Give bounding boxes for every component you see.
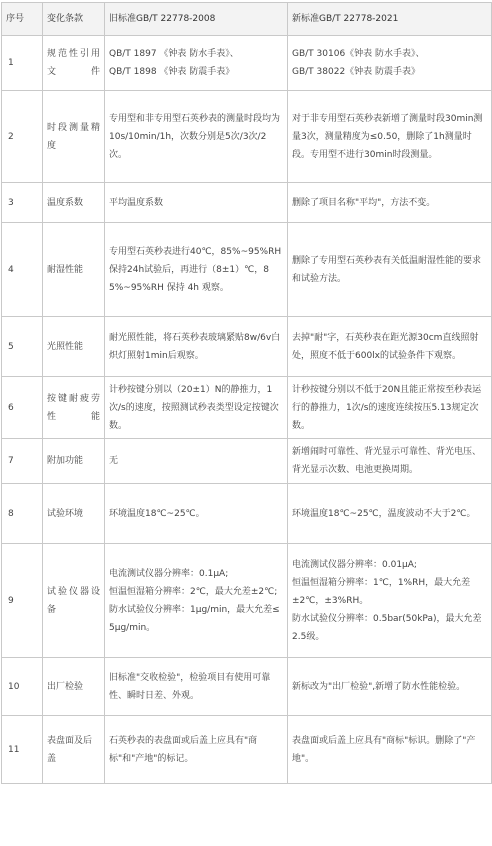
row-item: 试验仪器设备 (43, 544, 105, 658)
table-row (2, 377, 492, 439)
row-old-standard: 环境温度18℃~25℃。 (105, 484, 288, 544)
row-item: 温度系数 (43, 183, 105, 223)
table-row (2, 658, 492, 716)
row-old-standard: 无 (105, 439, 288, 484)
table-row (2, 716, 492, 784)
row-number: 4 (2, 223, 43, 317)
row-new-standard: 电流测试仪器分辨率：0.01μA; 恒温恒湿箱分辨率：1℃，1%RH，最大允差±2℃，±3%RH。 防水试验仪分辨率：0.5bar(50kPa)，最大允差2.5级。 (288, 544, 492, 658)
row-old-standard: 专用型石英秒表进行40℃，85%~95%RH保持24h试验后，再进行（8±1）℃，85%~95%RH 保持 4h 观察。 (105, 223, 288, 317)
row-number: 11 (2, 716, 43, 784)
row-item: 按键耐疲劳性能 (43, 377, 105, 439)
row-item: 试验环境 (43, 484, 105, 544)
row-item: 时段测量精度 (43, 91, 105, 183)
row-new-standard: 表盘面或后盖上应具有"商标"标识。删除了"产地"。 (288, 716, 492, 784)
table-row (2, 439, 492, 484)
row-old-standard: 计秒按键分别以（20±1）N的静推力，1次/s的速度，按照测试秒表类型设定按键次数。 (105, 377, 288, 439)
row-new-standard: GB/T 30106《钟表 防水手表》、 GB/T 38022《钟表 防震手表》 (288, 36, 492, 91)
row-new-standard: 删除了项目名称"平均"，方法不变。 (288, 183, 492, 223)
table-row (2, 544, 492, 658)
header-old-standard: 旧标准GB/T 22778-2008 (105, 3, 288, 36)
table-row (2, 183, 492, 223)
row-item: 出厂检验 (43, 658, 105, 716)
row-new-standard: 新标改为"出厂检验",新增了防水性能检验。 (288, 658, 492, 716)
row-number: 10 (2, 658, 43, 716)
row-new-standard: 环境温度18℃~25℃，温度波动不大于2℃。 (288, 484, 492, 544)
row-item: 耐湿性能 (43, 223, 105, 317)
table-row (2, 223, 492, 317)
row-new-standard: 删除了专用型石英秒表有关低温耐湿性能的要求和试验方法。 (288, 223, 492, 317)
row-item: 光照性能 (43, 317, 105, 377)
row-old-standard: 石英秒表的表盘面或后盖上应具有"商标"和"产地"的标记。 (105, 716, 288, 784)
row-item: 附加功能 (43, 439, 105, 484)
row-number: 1 (2, 36, 43, 91)
row-number: 5 (2, 317, 43, 377)
row-old-standard: QB/T 1897 《钟表 防水手表》、 QB/T 1898 《钟表 防震手表》 (105, 36, 288, 91)
row-old-standard: 电流测试仪器分辨率：0.1μA; 恒温恒湿箱分辨率：2℃，最大允差±2℃; 防水试验仪分辨率：1μg/min，最大允差≤5μg/min。 (105, 544, 288, 658)
row-new-standard: 去掉"耐"字，石英秒表在距光源30cm直线照射处，照度不低于600lx的试验条件下观察。 (288, 317, 492, 377)
row-old-standard: 平均温度系数 (105, 183, 288, 223)
table-row (2, 91, 492, 183)
row-number: 8 (2, 484, 43, 544)
row-item: 表盘面及后盖 (43, 716, 105, 784)
standards-comparison-table (1, 2, 491, 784)
header-item: 变化条款 (43, 3, 105, 36)
row-number: 9 (2, 544, 43, 658)
row-new-standard: 新增闹时可靠性、背光显示可靠性、背光电压、背光显示次数、电池更换周期。 (288, 439, 492, 484)
table-header-row (2, 3, 492, 36)
header-no: 序号 (2, 3, 43, 36)
header-new-standard: 新标准GB/T 22778-2021 (288, 3, 492, 36)
row-number: 7 (2, 439, 43, 484)
table-row (2, 36, 492, 91)
table-row (2, 484, 492, 544)
row-number: 2 (2, 91, 43, 183)
row-old-standard: 旧标准"交收检验"，检验项目有使用可靠性、瞬时日差、外观。 (105, 658, 288, 716)
row-old-standard: 专用型和非专用型石英秒表的测量时段均为10s/10min/1h，次数分别是5次/3次/2次。 (105, 91, 288, 183)
row-new-standard: 对于非专用型石英秒表新增了测量时段30min测量3次，测量精度为≤0.50，删除了1h测量时段。专用型不进行30min时段测量。 (288, 91, 492, 183)
row-old-standard: 耐光照性能，将石英秒表玻璃紧贴8w/6v白炽灯照射1min后观察。 (105, 317, 288, 377)
row-new-standard: 计秒按键分别以不低于20N且能正常按至秒表运行的静推力，1次/s的速度连续按压5.13规定次数。 (288, 377, 492, 439)
row-item: 规范性引用文件 (43, 36, 105, 91)
row-number: 3 (2, 183, 43, 223)
table-row (2, 317, 492, 377)
row-number: 6 (2, 377, 43, 439)
